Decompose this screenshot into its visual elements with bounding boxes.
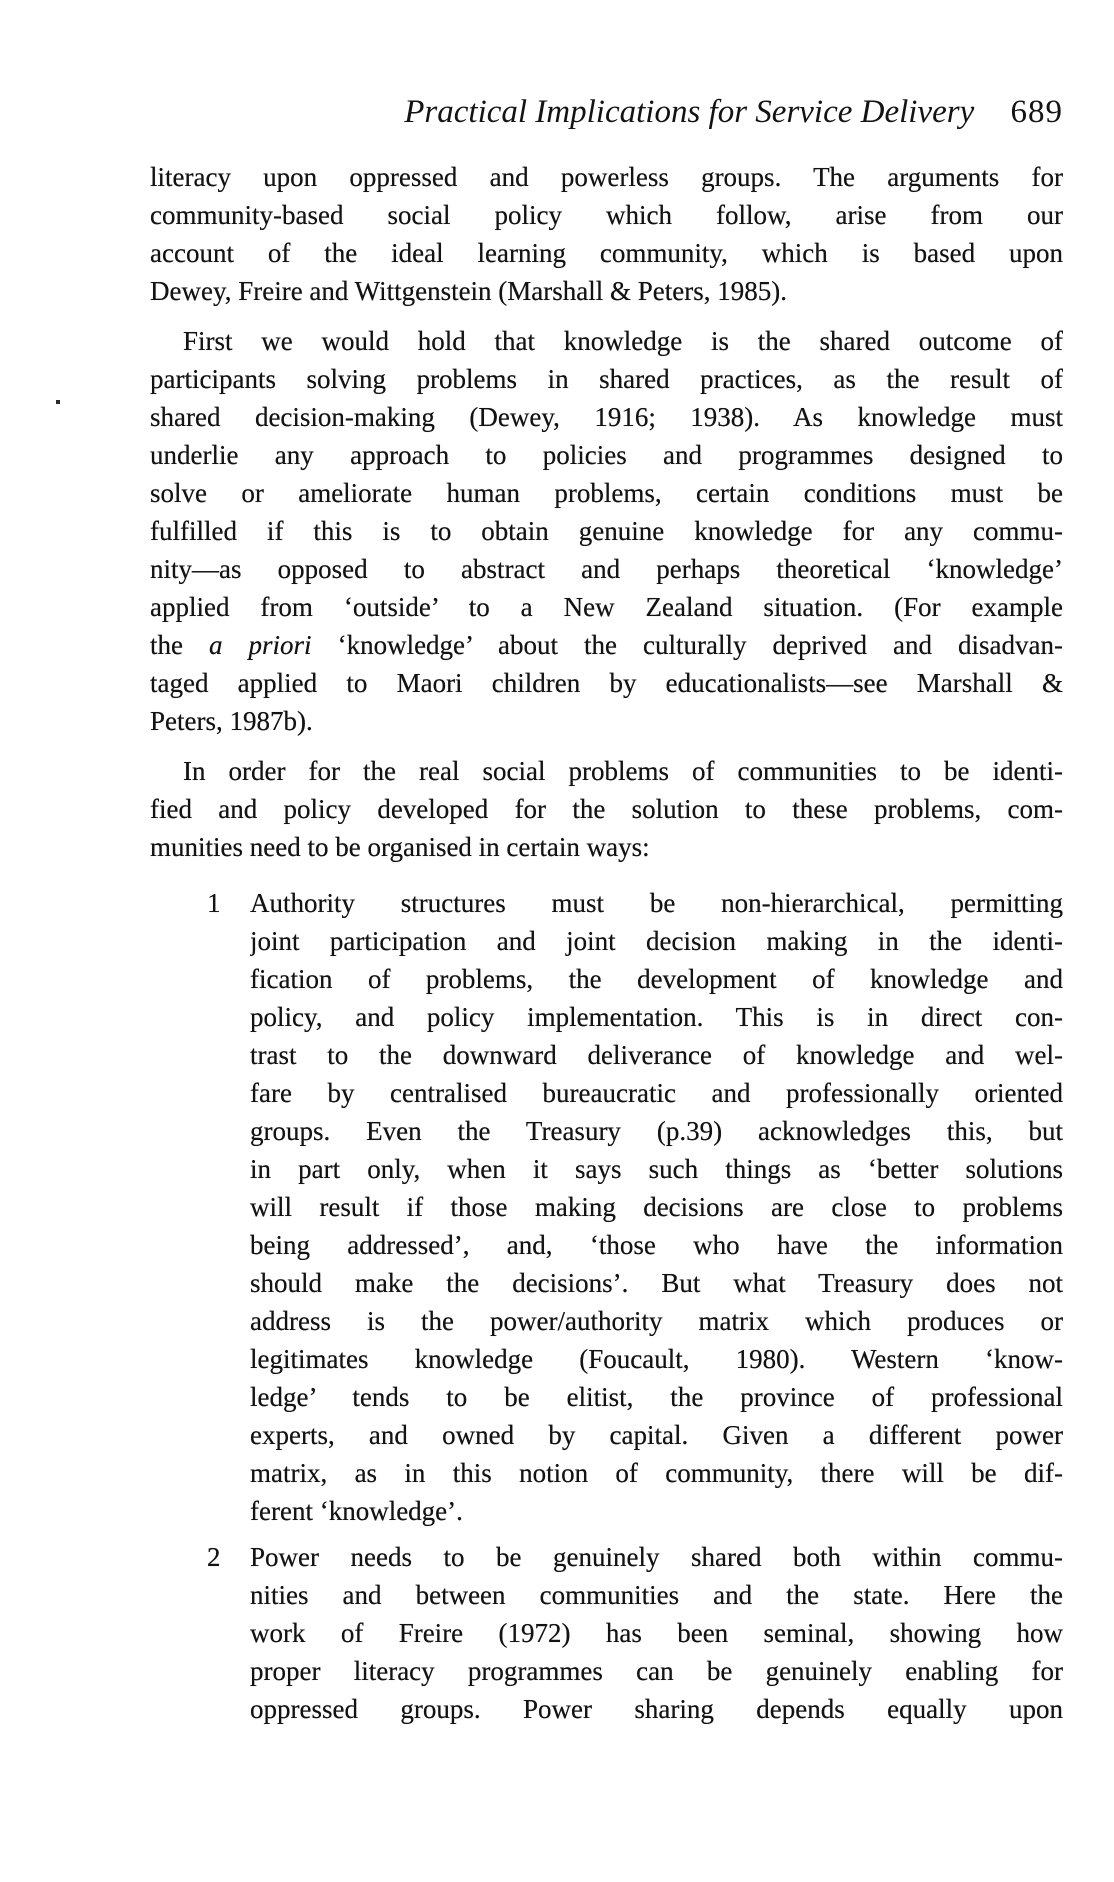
- list-item-number: 1: [207, 888, 221, 918]
- paragraph: [150, 158, 1063, 310]
- text-line: oppressed groups. Power sharing depends equally upon: [250, 1694, 1063, 1724]
- text-line: account of the ideal learning community, which is based upon: [150, 238, 1063, 268]
- text-line: In order for the real social problems of communities to be identi-: [183, 756, 1063, 786]
- text-line: community-based social policy which follow, arise from our: [150, 200, 1063, 230]
- text-line: nities and between communities and the state. Here the: [250, 1580, 1063, 1610]
- text-line: should make the decisions’. But what Treasury does not: [250, 1268, 1063, 1298]
- text-line: being addressed’, and, ‘those who have the information: [250, 1230, 1063, 1260]
- text-line: work of Freire (1972) has been seminal, showing how: [250, 1618, 1063, 1648]
- text-line: participants solving problems in shared practices, as the result of: [150, 364, 1063, 394]
- text-line: trast to the downward deliverance of knowledge and wel-: [250, 1040, 1063, 1070]
- list-item: [150, 1538, 1063, 1728]
- text-line: First we would hold that knowledge is the shared outcome of: [183, 326, 1063, 356]
- text-line: legitimates knowledge (Foucault, 1980). Western ‘know-: [250, 1344, 1063, 1374]
- text-line: fare by centralised bureaucratic and professionally oriented: [250, 1078, 1063, 1108]
- list-item-text: [250, 1538, 1063, 1728]
- text-line: fulfilled if this is to obtain genuine knowledge for any commu-: [150, 516, 1063, 546]
- text-line: in part only, when it says such things as ‘better solutions: [250, 1154, 1063, 1184]
- text-line: address is the power/authority matrix which produces or: [250, 1306, 1063, 1336]
- text-line: munities need to be organised in certain ways:: [150, 832, 650, 862]
- text-line: fication of problems, the development of knowledge and: [250, 964, 1063, 994]
- text-line: fied and policy developed for the solution to these problems, com-: [150, 794, 1063, 824]
- text-segment: ‘knowledge’ about the culturally deprived and disadvan-: [311, 630, 1063, 660]
- text-segment: the: [150, 630, 210, 660]
- text-line: solve or ameliorate human problems, certain conditions must be: [150, 478, 1063, 508]
- ink-speck: [56, 400, 60, 404]
- text-line: Dewey, Freire and Wittgenstein (Marshall & Peters, 1985).: [150, 276, 788, 306]
- italic-phrase: a priori: [209, 630, 312, 660]
- text-line: experts, and owned by capital. Given a different power: [250, 1420, 1063, 1450]
- list-item-text: [250, 884, 1063, 1530]
- text-line: Authority structures must be non-hierarchical, permitting: [250, 888, 1063, 918]
- running-head: [150, 92, 1063, 132]
- text-line: groups. Even the Treasury (p.39) acknowledges this, but: [250, 1116, 1063, 1146]
- page-number: 689: [1010, 94, 1063, 130]
- list-item-number: 2: [207, 1542, 221, 1572]
- text-line: taged applied to Maori children by educationalists—see Marshall &: [150, 668, 1063, 698]
- text-line: Peters, 1987b).: [150, 706, 313, 736]
- page-body: [150, 158, 1063, 1728]
- text-line: policy, and policy implementation. This is in direct con-: [250, 1002, 1063, 1032]
- text-line: nity—as opposed to abstract and perhaps theoretical ‘knowledge’: [150, 554, 1063, 584]
- text-line: proper literacy programmes can be genuinely enabling for: [250, 1656, 1063, 1686]
- text-line: literacy upon oppressed and powerless groups. The arguments for: [150, 162, 1063, 192]
- text-line: will result if those making decisions are close to problems: [250, 1192, 1063, 1222]
- text-line: applied from ‘outside’ to a New Zealand situation. (For example: [150, 592, 1063, 622]
- paragraph: [150, 322, 1063, 740]
- text-line: Power needs to be genuinely shared both within commu-: [250, 1542, 1063, 1572]
- running-head-title: Practical Implications for Service Delivery: [404, 94, 975, 130]
- text-line: [150, 626, 1063, 664]
- text-line: underlie any approach to policies and programmes designed to: [150, 440, 1063, 470]
- text-line: matrix, as in this notion of community, there will be dif-: [250, 1458, 1063, 1488]
- text-line: ferent ‘knowledge’.: [250, 1496, 463, 1526]
- text-line: shared decision-making (Dewey, 1916; 1938). As knowledge must: [150, 402, 1063, 432]
- text-line: ledge’ tends to be elitist, the province of professional: [250, 1382, 1063, 1412]
- paragraph: [150, 752, 1063, 866]
- text-line: joint participation and joint decision making in the identi-: [250, 926, 1063, 956]
- list-item: [150, 884, 1063, 1530]
